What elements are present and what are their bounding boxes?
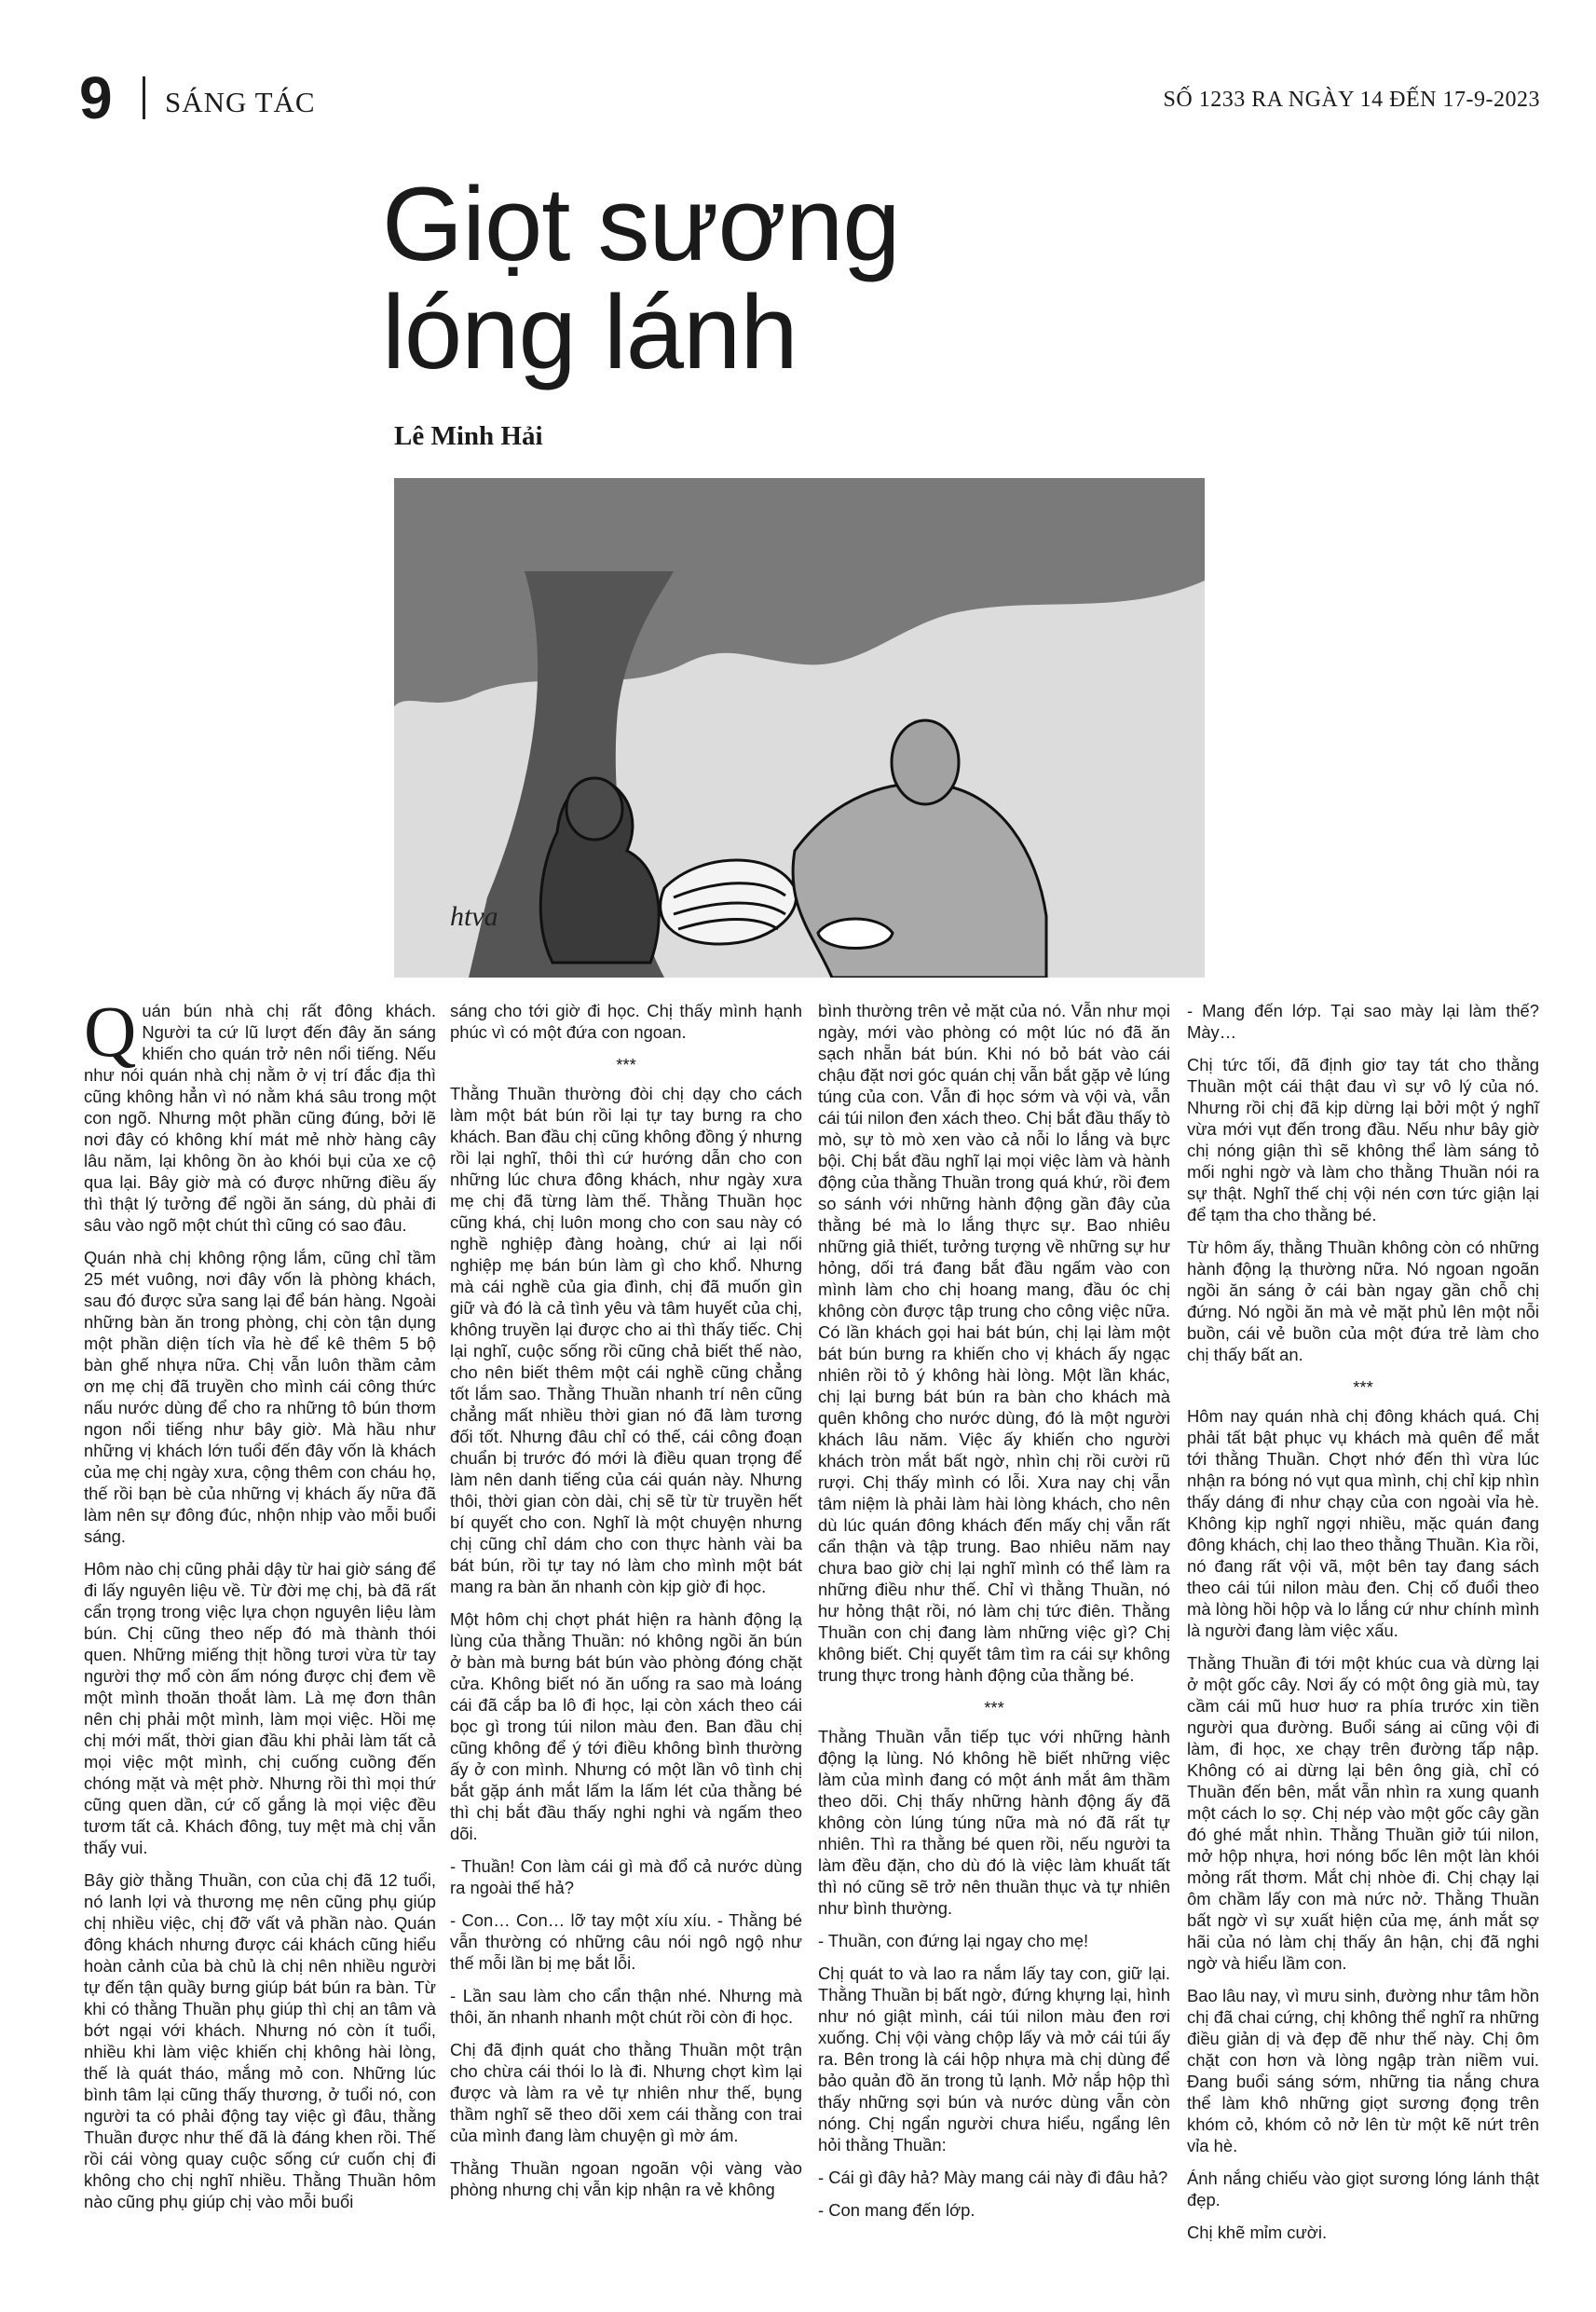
paragraph: Thằng Thuần đi tới một khúc cua và dừng lại ở một gốc cây. Nơi ấy có một ông già mù, tay cầm cái mũ huơ huơ ra phía trước xin tiền người qua đường. Buổi sáng ai cũng vội đi làm, đi học, xe chạy trên đường tấp nập. Không có ai dừng lại bên ông già, chỉ có Thuần đến bên, mắt vẫn nhìn ra xung quanh một cách lo sợ. Chị nép vào một gốc cây gần đó ghé mắt nhìn. Thằng Thuần giở túi nilon, mở hộp nhựa, hơi nóng bốc lên một làn khói mỏng rất thơm. Mắt chị nhòe đi. Chị chạy lại ôm chầm lấy con mà nức nở. Thằng Thuần bất ngờ vì sự xuất hiện của mẹ, ánh mắt sợ hãi của nó làm chị thấy ân hận, chị đã nghi ngờ và hiểu lầm con. [1187,1653,1539,1973]
paragraph: Quán bún nhà chị rất đông khách. Người ta cứ lũ lượt đến đây ăn sáng khiến cho quán trở nên nổi tiếng. Nếu như nói quán nhà chị nằm ở vị trí đắc địa thì cũng không hẳn vì nó nằm khá sâu trong một con ngõ. Nhưng một phần cũng đúng, bởi lẽ nơi đây có không khí mát mẻ nhờ hàng cây lâu năm, lại không ồn ào khói bụi của xe cộ qua lại. Bây giờ mà có được những điều ấy thì thật lý tưởng để ngồi ăn sáng, dù phải đi sâu vào ngõ một chút thì cũng có sao đâu. [84,991,436,1235]
paragraph: - Thuần! Con làm cái gì mà đổ cả nước dùng ra ngoài thế hả? [450,1856,802,1897]
text-column-3 [818,1000,1170,2232]
section-separator: *** [1353,1377,1373,1397]
paragraph: Hôm nay quán nhà chị đông khách quá. Chị phải tất bật phục vụ khách mà quên để mắt tới thằng Thuần. Chợt nhớ đến thì vừa lúc nhận ra bóng nó vụt qua mình, chị chỉ kịp nhìn thấy dáng đi như chạy của con ngoài vỉa hè. Không kịp nghĩ ngợi nhiều, mặc quán đang đông khách, chị lao theo thằng Thuần. Kìa rồi, nó đang rất vội vã, một bên tay đang sách theo cái túi nilon màu đen. Chị cố đuổi theo mà lòng hồi hộp và lo lắng cứ như chính mình là người đang làm việc xấu. [1187,1406,1539,1640]
paragraph: Chị đã định quát cho thằng Thuần một trận cho chừa cái thói lo là đi. Nhưng chợt kìm lại được và làm ra vẻ tự nhiên như thế, bụng thầm nghĩ sẽ theo dõi xem cái thằng con trai của mình đang làm chuyện gì mờ ám. [450,2040,802,2145]
paragraph: Quán nhà chị không rộng lắm, cũng chỉ tầm 25 mét vuông, nơi đây vốn là phòng khách, sau đó được sửa sang lại để bán hàng. Ngoài những bàn ăn trong phòng, chị còn tận dụng một phần diện tích vỉa hè để kê thêm 5 bộ bàn ghế nhựa nữa. Chị vẫn luôn thầm cảm ơn mẹ chị đã truyền cho mình cái công thức nấu nước dùng để cho ra những tô bún thơm ngon nổi tiếng như bây giờ. Mà hầu như những vị khách lớn tuổi đến đây vốn là khách của mẹ chị ngày xưa, cộng thêm con cháu họ, thế rồi bạn bè của những vị khách ấy nữa đã làm nên sự đông đúc, nhộn nhịp vào mỗi buổi sáng. [84,1248,436,1546]
paragraph: Chị quát to và lao ra nắm lấy tay con, giữ lại. Thằng Thuần bị bất ngờ, đứng khựng lại, hình như nó giật mình, cái túi nilon màu đen rơi xuống. Chị vội vàng chộp lấy và mở cái túi ấy ra. Bên trong là cái hộp nhựa mà chị dùng để bảo quản đồ ăn trong tủ lạnh. Mở nắp hộp thì thấy những sợi bún và nước dùng vẫn còn nóng. Chị ngẩn người chưa hiểu, ngẩng lên hỏi thằng Thuần: [818,1963,1170,2155]
paragraph: Ánh nắng chiếu vào giọt sương lóng lánh thật đẹp. [1187,2168,1539,2209]
illustration-signature: htva [450,901,498,932]
paragraph: Hôm nào chị cũng phải dậy từ hai giờ sáng để đi lấy nguyên liệu về. Từ đời mẹ chị, bà đã rất cẩn trọng trong việc lựa chọn nguyên liệu làm bún. Chị cũng theo nếp đó mà thành thói quen. Những miếng thịt hồng tươi vừa từ tay người thợ mổ còn ấm nóng được chị đem về một mình thoăn thoắt làm. Là mẹ đơn thân nên chị phải một mình, làm mọi việc. Hồi mẹ chị mới mất, thời gian đầu khi phải làm tất cả mọi việc một mình, chị cuống cuồng đến chóng mặt và mệt phờ. Nhưng rồi thì mọi thứ cũng quen dần, cứ cố gắng là mọi việc đều tươm tất cả. Khách đông, tuy mệt mà chị vẫn thấy vui. [84,1559,436,1857]
section-separator: *** [616,1055,636,1074]
paragraph: - Thuần, con đứng lại ngay cho mẹ! [818,1931,1089,1950]
text-column-4 [1187,1000,1539,2254]
paragraph: Chị khẽ mỉm cười. [1187,2223,1328,2242]
paragraph: Bây giờ thằng Thuần, con của chị đã 12 tuổi, nó lanh lợi và thương mẹ nên cũng phụ giúp chị nhiều việc, chị đỡ vất vả phần nào. Quán đông khách nhưng được cái khách cũng hiểu hoàn cảnh của bà chủ là chị nên nhiều người tự đến tận quầy bưng giúp bát bún ra bàn. Từ khi có thằng Thuần phụ giúp thì chị an tâm và bớt ngại với khách. Nhưng nó còn ít tuổi, nhiều khi làm việc khiến chị không hài lòng, thế là quát tháo, mắng mỏ con. Những lúc bình tâm lại cũng thấy thương, ở tuổi nó, con người ta có phải động tay việc gì đâu, thằng Thuần được như thế đã là đáng khen rồi. Thế rồi cái vòng quay cuộc sống cứ cuốn chị đi không cho chị nghĩ nhiều. Thằng Thuần hôm nào cũng phụ giúp chị vào mỗi buổi [84,1870,436,2211]
paragraph: - Con mang đến lớp. [818,2200,975,2220]
page-header [79,65,1540,130]
title-line-2: lóng lánh [382,274,798,390]
paragraph: sáng cho tới giờ đi học. Chị thấy mình hạnh phúc vì có một đứa con ngoan. [450,1001,802,1042]
text-column-2 [450,1000,802,2211]
paragraph: Một hôm chị chợt phát hiện ra hành động lạ lùng của thằng Thuần: nó không ngồi ăn bún ở bàn mà bưng bát bún vào phòng đóng chặt cửa. Không biết nó ăn uống ra sao mà loáng cái đã cắp ba lô đi học, lại còn xách theo cái bọc gì trong túi nilon màu đen. Ban đầu chị cũng không để ý tới điều không bình thường ấy ở con mình. Nhưng có một lần vô tình chị bắt gặp ánh mắt lấm la lấm lét của thằng bé thì chị bắt đầu thấy nghi nghi và ngấm theo dõi. [450,1609,802,1843]
paragraph: Thằng Thuần ngoan ngoãn vội vàng vào phòng nhưng chị vẫn kịp nhận ra vẻ không [450,2158,802,2199]
paragraph: - Cái gì đây hả? Mày mang cái này đi đâu hả? [818,2168,1168,2187]
paragraph: bình thường trên vẻ mặt của nó. Vẫn như mọi ngày, mới vào phòng có một lúc nó đã ăn sạch nhẵn bát bún. Khi nó bỏ bát vào cái chậu đặt nơi góc quán chị vẫn bắt gặp vẻ lúng túng của con. Vẫn đi học sớm và vội và, vẫn cái túi nilon đen xách theo. Chị bắt đầu thấy tò mò, sự tò mò xen vào cả nỗi lo lắng và bực bội. Chị bắt đầu nghĩ lại mọi việc làm và hành động của thằng Thuần trong quá khứ, rồi đem so sánh với những hành động gần đây của thằng bé mà lo lắng thực sự. Bao nhiêu những giả thiết, tưởng tượng về những sự hư hỏng, dối trá đang bắt đầu ngấm vào con mình làm cho chị hoang mang, đầu óc chị không còn được tập trung cho công việc nữa. Có lần khách gọi hai bát bún, chị lại làm một bát bún bưng ra khiến cho vị khách ấy ngạc nhiên rồi tỏ ý không hài lòng. Một lần khác, chị lại bưng bát bún ra bàn cho khách mà quên không cho nước dùng, đó là một người khách lâu năm. Việc ấy khiến cho người khách tròn mắt bất ngờ, nhìn chị rồi cười rũ rượi. Chị thấy mình có lỗi. Xưa nay chị vẫn tâm niệm là phải làm hài lòng khách, cho nên dù lúc quán đông khách đến mấy chị vẫn rất cẩn thận và tập trung. Bao nhiêu năm nay chưa bao giờ chị lại nghĩ mình có thể làm ra những điều như thế. Chỉ vì thằng Thuần, nó hư hỏng thật rồi, nó làm chị tức điên. Thằng Thuần con chị đang làm những việc gì? Chị không biết. Chị quyết tâm tìm ra cái sự không trung thực trong hành động của thằng bé. [818,1001,1170,1685]
author-byline: Lê Minh Hải [394,421,543,451]
paragraph: Thằng Thuần thường đòi chị dạy cho cách làm một bát bún rồi lại tự tay bưng ra cho khách. Ban đầu chị cũng không đồng ý nhưng rồi lại nghĩ, thôi thì cứ hướng dẫn cho con những lúc chưa đông khách, như ngày xưa mẹ chị đã từng làm thế. Thằng Thuần học cũng khá, chị luôn mong cho con sau này có nghề nghiệp đàng hoàng, chứ ai lại nối nghiệp mẹ bán bún làm gì cho khổ. Nhưng mà cái nghề của gia đình, chị đã muốn gìn giữ và đó là cả tình yêu và tâm huyết của chị, không truyền lại được cho ai thì thấy tiếc. Chị lại nghĩ, cuộc sống rồi cũng chả biết thế nào, cho nên biết thêm một cái nghề cũng chẳng tốt lắm sao. Thằng Thuần nhanh trí nên cũng chẳng mất nhiều thời gian nó đã làm tương đối tốt. Nhưng đâu chỉ có thế, cái công đoạn chuẩn bị trước đó mới là điều quan trọng để làm nên danh tiếng của cái quán này. Nhưng thôi, thời gian còn dài, chị sẽ từ từ truyền hết bí quyết cho con. Nghĩ là một chuyện nhưng chị cũng chỉ dám cho con thực hành vài ba bát bún, rồi tự tay nó làm cho mình một bát mang ra bàn ăn nhanh còn kịp giờ đi học. [450,1084,802,1596]
article-title [382,166,900,390]
paragraph: Thằng Thuần vẫn tiếp tục với những hành động lạ lùng. Nó không hề biết những việc làm của mình đang có một ánh mắt âm thầm theo dõi. Chị thấy những hành động ấy đã không còn lúng túng nữa mà nó đã rất tự nhiên. Thì ra thằng bé quen rồi, nếu người ta làm đều đặn, cho dù đó là việc làm khuất tất thì nó cũng sẽ trở nên thuần thục và tự nhiên như bình thường. [818,1727,1170,1918]
paragraph: - Lần sau làm cho cẩn thận nhé. Nhưng mà thôi, ăn nhanh nhanh một chút rồi còn đi học. [450,1986,802,2027]
paragraph: Chị tức tối, đã định giơ tay tát cho thằng Thuần một cái thật đau vì sự vô lý của nó. Nhưng rồi chị đã kịp dừng lại bởi một ý nghĩ vừa mới vụt đến trong đầu. Nếu như bây giờ chị nóng giận thì sẽ không thể làm sáng tỏ mối nghi ngờ và làm cho thằng Thuần nói ra sự thật. Nghĩ thế chị vội nén cơn tức giận lại để tạm tha cho thằng bé. [1187,1055,1539,1224]
paragraph: - Con… Con… lỡ tay một xíu xíu. - Thằng bé vẫn thường có những câu nói ngô ngộ như thế mỗi lần bị mẹ bắt lỗi. [450,1910,802,1973]
section-label: SÁNG TÁC [165,86,316,118]
title-line-1: Giọt sương [382,166,900,282]
paragraph: Từ hôm ấy, thằng Thuần không còn có những hành động lạ thường nữa. Nó ngoan ngoãn ngồi ăn sáng ở cái bàn ngay gần chỗ chị đứng. Nó ngồi ăn mà vẻ mặt phủ lên một nỗi buồn, cái vẻ buồn của một đứa trẻ làm cho chị thấy bất an. [1187,1238,1539,1364]
page-number: 9 [79,64,113,131]
paragraph: Bao lâu nay, vì mưu sinh, đường như tâm hồn chị đã chai cứng, chị không thể nghĩ ra những điều giản dị và đẹp đẽ như thế này. Chị ôm chặt con hơn và lòng ngập tràn niềm vui. Đang buổi sáng sớm, những tia nắng chưa thể làm khô những giọt sương đọng trên khóm cỏ, khóm cỏ nở lên từ một kẽ nứt trên vỉa hè. [1187,1986,1539,2155]
paragraph: - Mang đến lớp. Tại sao mày lại làm thế? Mày… [1187,1001,1539,1042]
article-illustration [394,478,1205,978]
issue-date: SỐ 1233 RA NGÀY 14 ĐẾN 17-9-2023 [1163,88,1540,112]
section-separator: *** [984,1698,1004,1717]
drop-cap: Q [84,991,137,1072]
text-column-1 [84,991,436,2223]
header-divider [143,76,145,119]
